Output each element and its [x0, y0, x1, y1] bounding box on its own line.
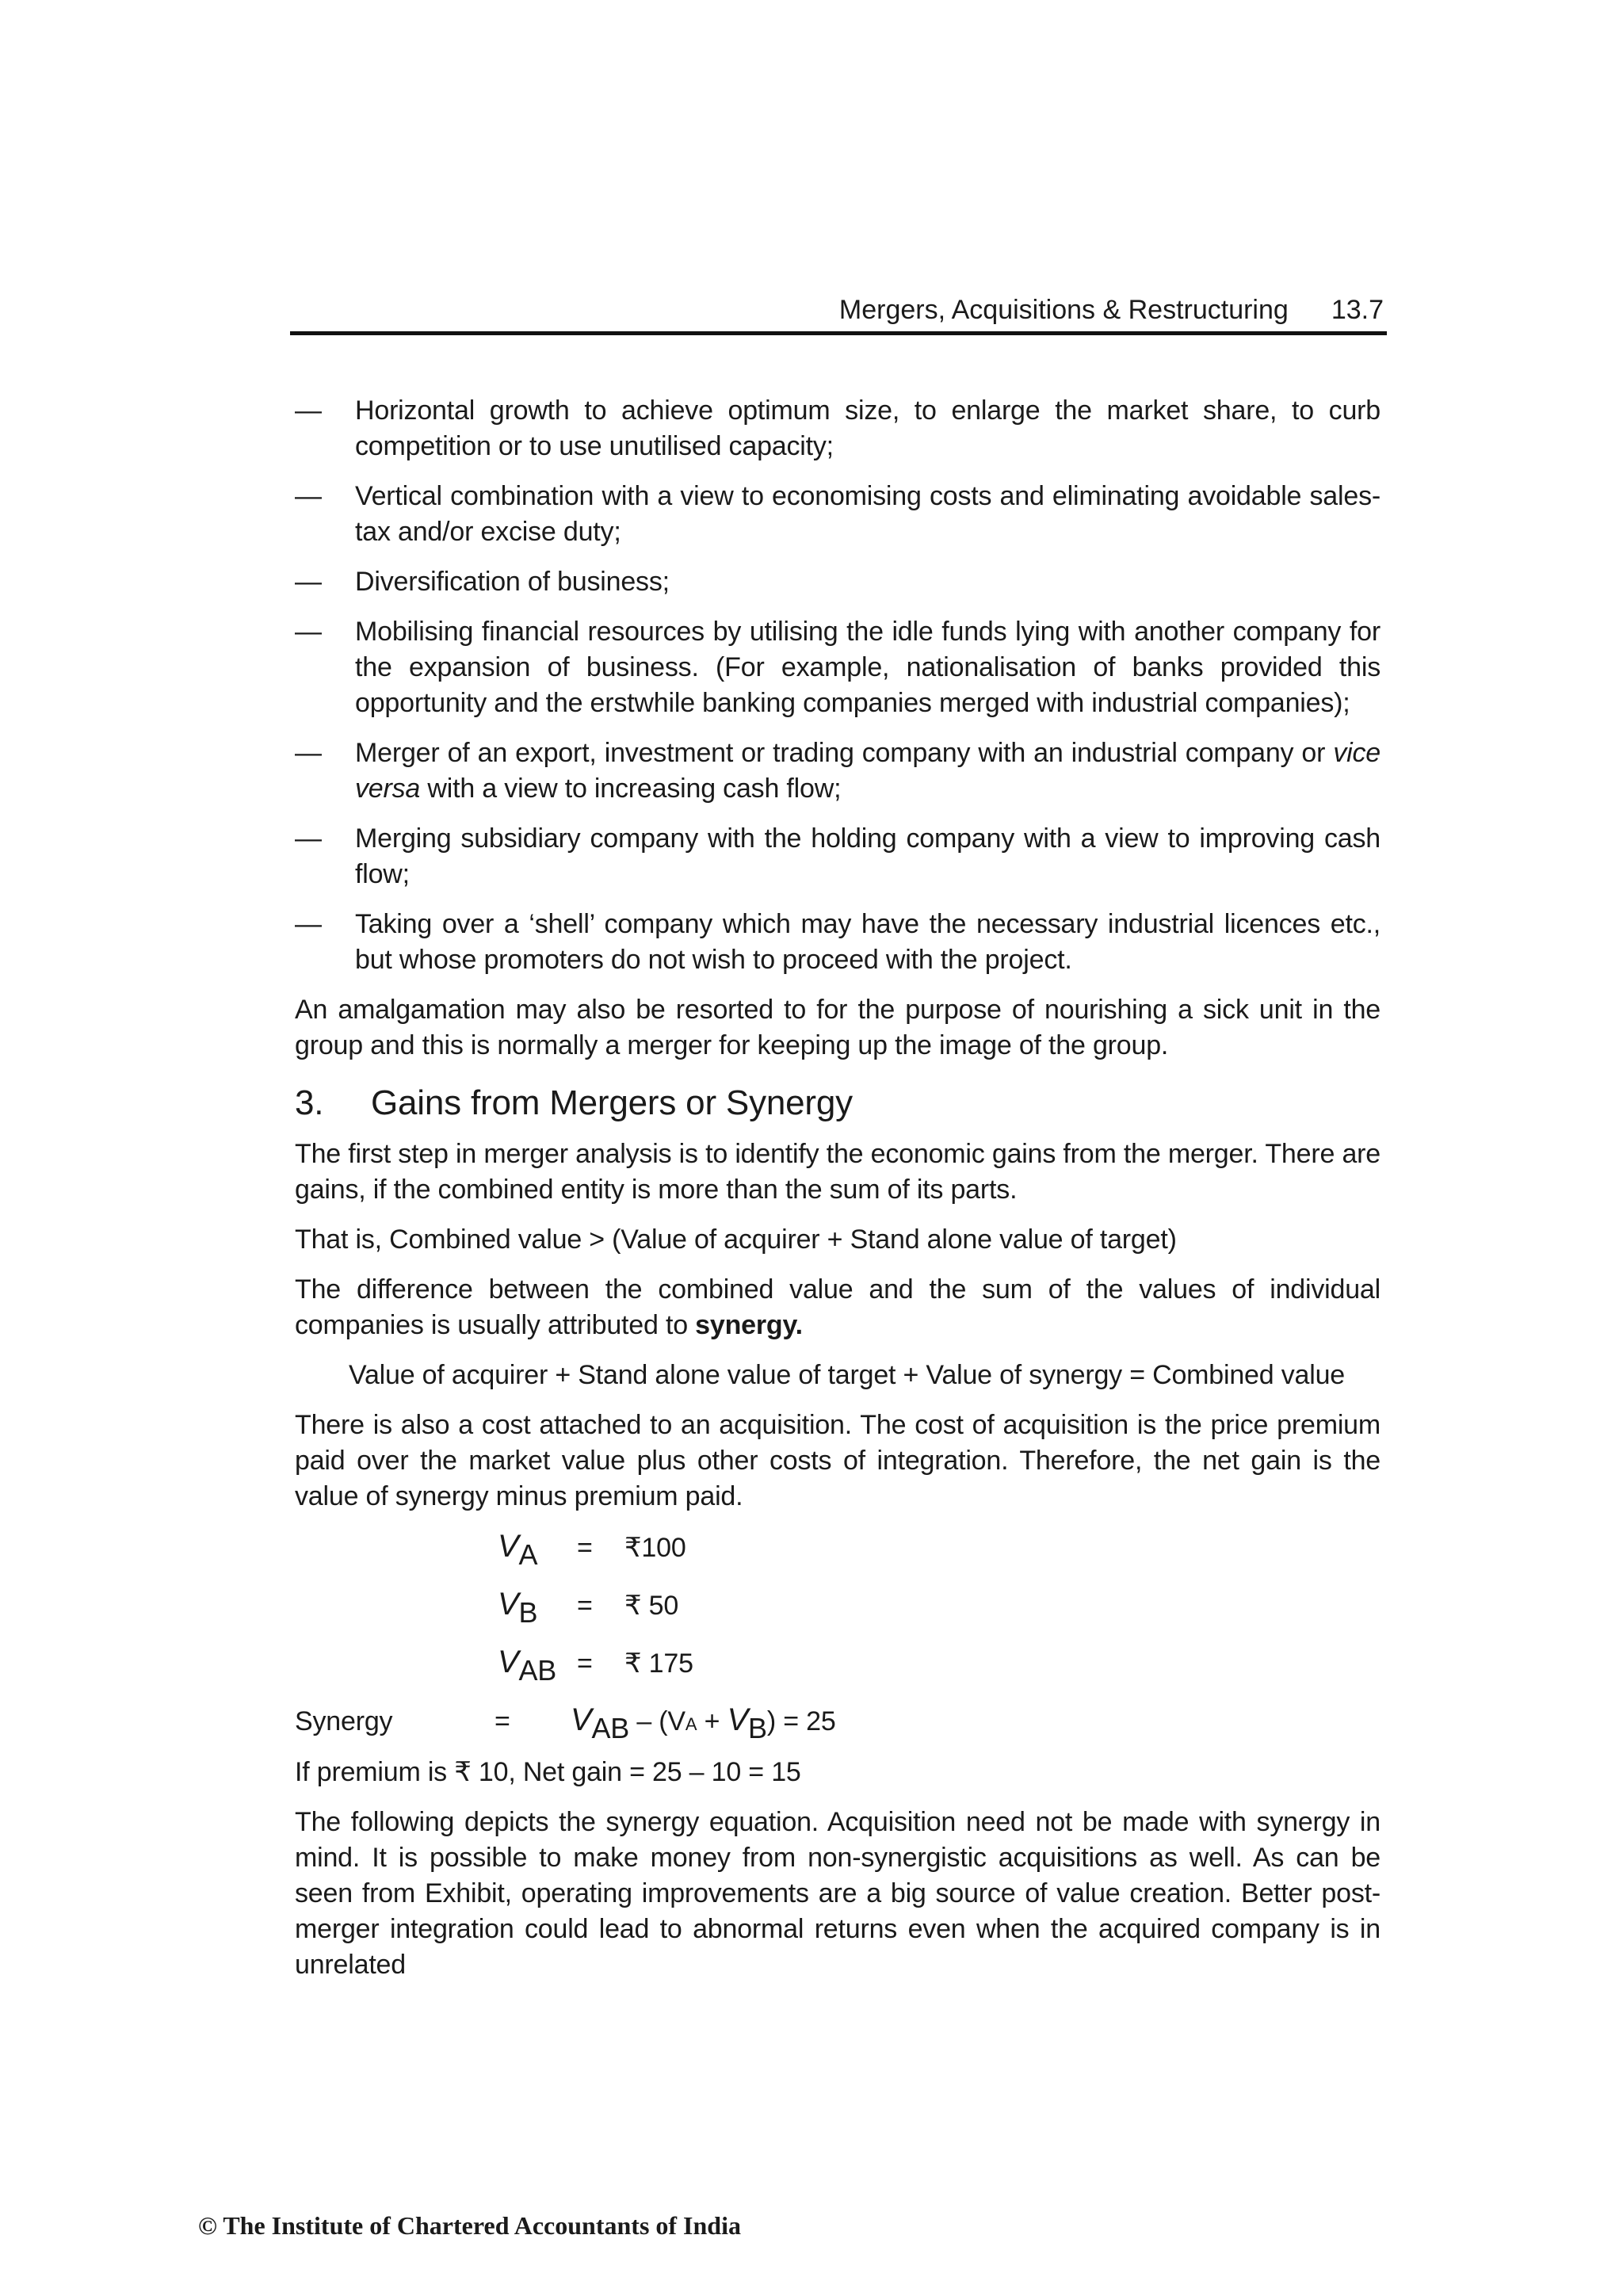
list-item-text: Vertical combination with a view to economising costs and eliminating avoidable sales-tax and/or excise duty;: [355, 481, 1381, 547]
math-value: ₹ 50: [624, 1591, 679, 1621]
paragraph-acquisition-cost: There is also a cost attached to an acquisition. The cost of acquisition is the price premium paid over the market value plus other costs of integration. Therefore, the net gain is the value of synergy minus premium paid.: [295, 1410, 1381, 1511]
math-value: ₹ 175: [624, 1648, 693, 1679]
synergy-equation: [295, 1702, 1381, 1755]
equation-va: [295, 1529, 1381, 1587]
equals-sign: =: [577, 1533, 593, 1563]
equation-vb: [295, 1587, 1381, 1645]
equals-sign: =: [577, 1591, 593, 1621]
page-body: [295, 393, 1381, 1997]
math-variable: $V_{AB}$: [498, 1645, 557, 1687]
bullet-dash: —: [295, 738, 322, 768]
paragraph-combined-value: That is, Combined value > (Value of acquirer + Stand alone value of target): [295, 1224, 1177, 1255]
bullet-dash: —: [295, 617, 322, 647]
list-item: [295, 821, 1381, 892]
synergy-expression: $V_{AB} - (VA + V_B) = 25$: [571, 1702, 836, 1744]
list-item-text: Mobilising financial resources by utilising the idle funds lying with another company for the expansion of business. (For example, nationalisation of banks provided this opportunity and the erstwhile banking companies merged with industrial companies);: [355, 617, 1381, 718]
section-number: 3.: [295, 1083, 324, 1122]
list-item-text-start: Merger of an export, investment or trading company with an industrial company or: [355, 738, 1334, 768]
list-item: [295, 479, 1381, 550]
list-item-text: [355, 735, 1381, 807]
math-value: ₹100: [624, 1533, 686, 1563]
math-variable: $V_B$: [498, 1587, 538, 1629]
equals-sign: =: [495, 1706, 510, 1736]
list-item: [295, 614, 1381, 721]
paragraph-synergy-definition: [295, 1272, 1381, 1343]
header-title: Mergers, Acquisitions & Restructuring: [838, 295, 1289, 325]
bullet-list: [295, 393, 1381, 978]
bullet-dash: —: [295, 823, 322, 854]
equals-sign: =: [577, 1648, 593, 1679]
list-item-text: Taking over a ‘shell’ company which may have the necessary industrial licences etc., but whose promoters do not wish to proceed with the project.: [355, 909, 1381, 975]
list-item: [295, 735, 1381, 807]
section-heading: [295, 1081, 1381, 1125]
list-item-text: Merging subsidiary company with the holding company with a view to improving cash flow;: [355, 823, 1381, 889]
section-title: Gains from Mergers or Synergy: [371, 1083, 853, 1122]
page-number: 13.7: [1331, 295, 1384, 325]
bullet-dash: —: [295, 481, 322, 511]
list-item: [295, 564, 1381, 600]
list-item-text-italic: vice versa: [355, 738, 1381, 804]
synergy-term: synergy.: [695, 1310, 803, 1340]
amalgamation-paragraph: An amalgamation may also be resorted to for the purpose of nourishing a sick unit in the group and this is normally a merger for keeping up the image of the group.: [295, 995, 1381, 1060]
valuation-equations: [295, 1529, 1381, 1755]
copyright-footer: © The Institute of Chartered Accountants of India: [198, 2211, 741, 2240]
paragraph-economic-gains: The first step in merger analysis is to identify the economic gains from the merger. There are gains, if the combined entity is more than the sum of its parts.: [295, 1139, 1381, 1205]
math-variable: $V_A$: [498, 1529, 538, 1571]
running-header: [292, 295, 1384, 326]
bullet-dash: —: [295, 909, 322, 939]
premium-net-gain: If premium is ₹ 10, Net gain = 25 – 10 = 15: [295, 1757, 801, 1787]
synergy-label: Synergy: [295, 1706, 393, 1736]
synergy-definition-text: The difference between the combined value and the sum of the values of individual companies is usually attributed to: [295, 1274, 1381, 1340]
list-item: [295, 393, 1381, 464]
synergy-formula: Value of acquirer + Stand alone value of target + Value of synergy = Combined value: [349, 1360, 1346, 1390]
paragraph-synergy-depiction: The following depicts the synergy equation. Acquisition need not be made with synergy in mind. It is possible to make money from non-synergistic acquisitions as well. As can be seen from Exhibit, operating improvements are a big source of value creation. Better post-merger integration could lead to abnormal returns even when the acquired company is in unrelated: [295, 1807, 1381, 1980]
list-item-text-end: with a view to increasing cash flow;: [420, 774, 842, 804]
bullet-dash: —: [295, 395, 322, 426]
equation-vab: [295, 1645, 1381, 1702]
bullet-dash: —: [295, 567, 322, 597]
list-item-text: Diversification of business;: [355, 567, 670, 597]
list-item-text: Horizontal growth to achieve optimum size, to enlarge the market share, to curb competition or to use unutilised capacity;: [355, 395, 1381, 461]
list-item: [295, 907, 1381, 978]
header-rule: [290, 331, 1387, 335]
